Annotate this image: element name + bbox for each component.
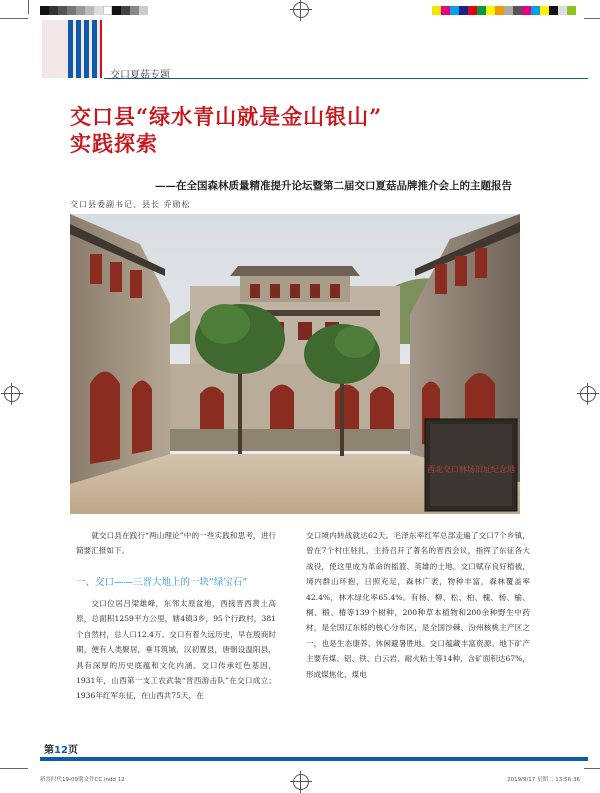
- memorial-plaque-text: 西北交口林场旧址纪念地: [427, 465, 515, 474]
- body-paragraph: 交口位居吕梁雄峰，东邻太原盆地，西接晋西黄土高原，总面积1259平方公里，辖4镇3乡，95个行政村，381个自然村，总人口12.4万。交口有着久远历史，早在殷商时期，便有人类聚居，垂耳筑城，汉初置县，唐朝设温阳县，具有深厚的历史底蕴和文化内涵。交口传承红色基因，1931年，山西第一支工农武装“晋西游击队”在交口成立；1936年红军东征，在山西共75天，在: [76, 599, 276, 701]
- courtyard-photo: [70, 214, 520, 514]
- intro-paragraph: 就交口县在践行“两山理论”中的一些实践和思考，进行简要汇报如下。: [76, 531, 276, 556]
- header-stripe: [84, 20, 89, 78]
- registration-mark-bottom: [293, 774, 309, 790]
- body-column-2: [306, 528, 530, 682]
- file-slug: 新晋时代19-09期文件CC.indd 12: [40, 777, 125, 783]
- color-bar: [432, 6, 576, 15]
- header-stripe: [68, 20, 73, 78]
- page-number: 第12页: [44, 745, 78, 756]
- section-label: 交口夏菇专题: [110, 70, 170, 81]
- crop-mark: [0, 18, 28, 19]
- article-subtitle: ——在全国森林质量精准提升论坛暨第二届交口夏菇品牌推介会上的主题报告: [155, 180, 512, 192]
- crop-mark: [584, 18, 600, 19]
- title-line-1: 交口县“绿水青山就是金山银山”: [70, 104, 383, 129]
- header-stripe: [76, 20, 81, 78]
- article-title: [70, 103, 570, 157]
- grayscale-bar: [40, 6, 148, 15]
- registration-mark-top: [293, 2, 309, 18]
- registration-mark-left: [4, 386, 20, 402]
- header-rule: [104, 78, 588, 79]
- body-paragraph: 交口境内转战就达62天。毛泽东率红军总部走遍了交口7个乡镇，曾在7个村庄驻扎，主持召开了著名的晋西会议，指挥了东征各大战役，使这里成为革命的摇篮、英雄的土地。交口赋存良好植被，境内群山环抱，日照充足，森林广袤，物种丰富，森林覆盖率42.4%，林木绿化率65.4%。有杨、柳、松、柏、槐、杨、榆、桐、椴、椿等139个树种，200种草本植物和200余种野生中药材，是全国辽东栎的核心分布区，是全国沙棘、汾州核桃主产区之一，也是生态康养、休闲避暑胜地。交口蕴藏丰富资源。地下矿产主要有煤、铝、铁、白云岩、耐火粘土等14种，含矿面积达67%，形成煤焦化、煤电: [306, 531, 530, 679]
- title-line-2: 实践探索: [70, 131, 158, 156]
- header-stripe: [92, 20, 97, 78]
- print-timestamp: 2019/9/17 星期二 13:56:36: [507, 777, 580, 783]
- crop-mark: [28, 0, 29, 14]
- body-column-1-text: [76, 596, 276, 704]
- footer-rule: [40, 757, 588, 761]
- crop-mark: [584, 768, 600, 769]
- section-subhead: 一、交口——三晋大地上的一块“绿宝石”: [76, 577, 248, 588]
- header-stripe: [100, 20, 102, 78]
- registration-mark-right: [580, 386, 596, 402]
- crop-mark: [0, 768, 28, 769]
- author-byline: 交口县委副书记、县长 乔勋松: [70, 200, 191, 209]
- body-column-1: [76, 528, 276, 559]
